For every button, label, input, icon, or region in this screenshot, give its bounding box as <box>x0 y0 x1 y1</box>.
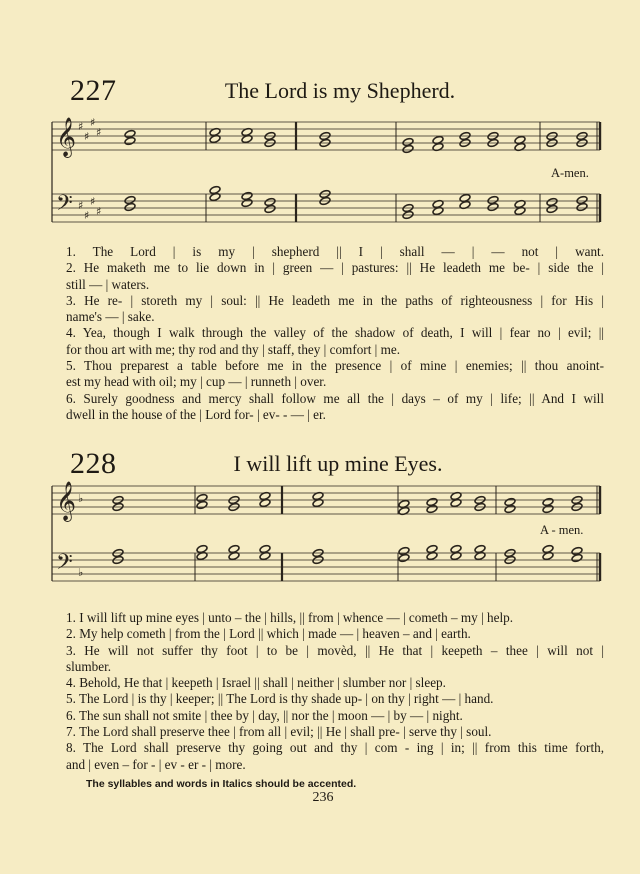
verse-line: 7. The Lord shall preserve thee | from all | evil; || He | shall pre- | serve thy | soul. <box>66 724 492 740</box>
hymn-title: The Lord is my Shepherd. <box>224 78 456 103</box>
svg-text:♯: ♯ <box>78 120 84 133</box>
verse-line: 6. Surely goodness and mercy shall follow me all the | days – of my | life; || And I will <box>66 390 604 406</box>
verse-line: 5. The Lord | is thy | keeper; || The Lord is thy shade up- | on thy | right — | hand. <box>66 691 494 707</box>
verse-line: est my head with oil; my | cup — | runneth | over. <box>66 374 327 390</box>
verses-hymn-227 <box>66 244 604 423</box>
verse-line: 2. My help cometh | from the | Lord || which | made — | heaven – and | earth. <box>66 626 471 642</box>
page-number: 236 <box>312 790 334 805</box>
svg-text:♯: ♯ <box>84 130 90 143</box>
svg-text:♯: ♯ <box>90 116 96 129</box>
svg-text:♭: ♭ <box>78 566 84 579</box>
svg-text:♯: ♯ <box>90 195 96 208</box>
verse-line: 6. The sun shall not smite | thee by | day, || nor the | moon — | by — | night. <box>66 707 463 723</box>
hymn-number: 228 <box>70 447 117 480</box>
verse-line: 4. Yea, though I walk through the valley of the shadow of death, I will | fear no | evil; || <box>66 325 604 341</box>
score-hymn-227 <box>52 116 600 222</box>
verse-line: for thou art with me; thy rod and thy | staff, they | comfort | me. <box>66 341 400 357</box>
verse-line: 3. He will not suffer thy foot | to be | movèd, || He that | keepeth – thee | will not | <box>66 642 604 658</box>
verse-line: name's — | sake. <box>66 309 155 325</box>
hymn-number: 227 <box>70 74 117 107</box>
svg-text:♯: ♯ <box>78 199 84 212</box>
svg-text:♭: ♭ <box>78 492 84 505</box>
svg-text:♯: ♯ <box>96 126 102 139</box>
svg-text:♯: ♯ <box>96 205 102 218</box>
verse-line: 4. Behold, He that | keepeth | Israel || shall | neither | slumber nor | sleep. <box>66 675 446 691</box>
verse-line: 1. I will lift up mine eyes | unto – the | hills, || from | whence — | cometh – my | help. <box>66 610 513 625</box>
svg-text:𝄢: 𝄢 <box>56 550 73 580</box>
verse-line: 2. He maketh me to lie down in | green — | pastures: || He leadeth me be- | side the | <box>66 260 604 276</box>
svg-text:𝄢: 𝄢 <box>56 191 73 221</box>
footnote: The syllables and words in Italics should be accented. <box>86 778 357 790</box>
hymn-title: I will lift up mine Eyes. <box>233 451 443 476</box>
svg-text:𝄞: 𝄞 <box>56 481 77 521</box>
verse-line: 1. The Lord | is my | shepherd || I | shall — | — not | want. <box>66 244 604 259</box>
amen-label: A-men. <box>551 166 589 180</box>
verse-line: 3. He re- | storeth my | soul: || He leadeth me in the paths of righteousness | for His | <box>66 292 604 308</box>
verse-line: 8. The Lord shall preserve thy going out and thy | com - ing | in; || from this time forth, <box>66 740 604 756</box>
svg-text:𝄞: 𝄞 <box>56 117 77 157</box>
verse-line: dwell in the house of the | Lord for- | ev- - — | er. <box>66 406 326 422</box>
score-hymn-228 <box>52 481 600 581</box>
verse-line: 5. Thou preparest a table before me in the presence | of mine | enemies; || thou anoint- <box>66 358 604 374</box>
verses-hymn-228 <box>66 610 604 773</box>
verse-line: slumber. <box>66 658 112 674</box>
verse-line: and | even – for - | ev - er - | more. <box>66 756 246 772</box>
amen-label: A - men. <box>540 523 584 537</box>
verse-line: still — | waters. <box>66 276 150 292</box>
svg-text:♯: ♯ <box>84 209 90 222</box>
